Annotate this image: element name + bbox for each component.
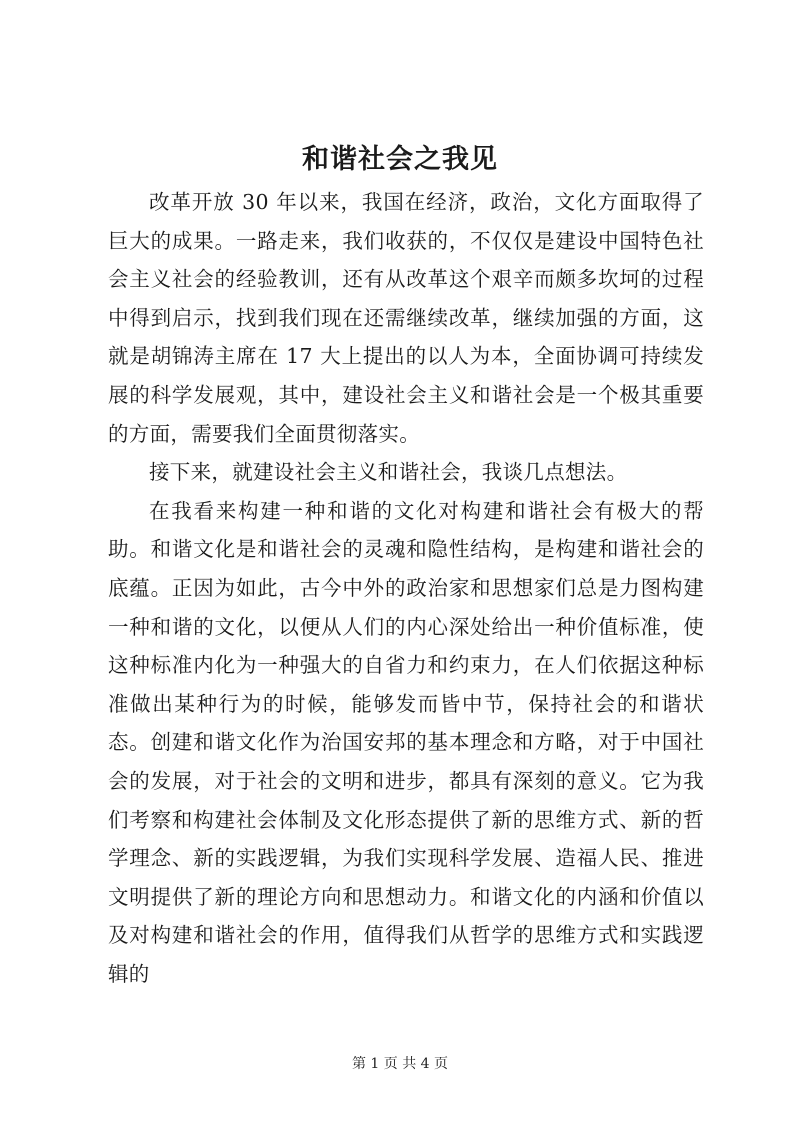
- page-footer: 第 1 页 共 4 页: [351, 1056, 449, 1072]
- document-body: [108, 183, 704, 993]
- paragraph-1: 改革开放 30 年以来，我国在经济，政治，文化方面取得了巨大的成果。一路走来，我们收获的，不仅仅是建设中国特色社会主义社会的经验教训，还有从改革这个艰辛而颇多坎坷的过程中得到启示，找到我们现在还需继续改革，继续加强的方面，这就是胡锦涛主席在 17 大上提出的以人为本，全面协调可持续发展的科学发展观，其中，建设社会主义和谐社会是一个极其重要的方面，需要我们全面贯彻落实。: [108, 190, 704, 446]
- paragraph-3: 在我看来构建一种和谐的文化对构建和谐社会有极大的帮助。和谐文化是和谐社会的灵魂和隐性结构，是构建和谐社会的底蕴。正因为如此，古今中外的政治家和思想家们总是力图构建一种和谐的文化，以便从人们的内心深处给出一种价值标准，使这种标准内化为一种强大的自省力和约束力，在人们依据这种标准做出某种行为的时候，能够发而皆中节，保持社会的和谐状态。创建和谐文化作为治国安邦的基本理念和方略，对于中国社会的发展，对于社会的文明和进步，都具有深刻的意义。它为我们考察和构建社会体制及文化形态提供了新的思维方式、新的哲学理念、新的实践逻辑，为我们实现科学发展、造福人民、推进文明提供了新的理论方向和思想动力。和谐文化的内涵和价值以及对构建和谐社会的作用，值得我们从哲学的思维方式和实践逻辑的: [108, 498, 704, 986]
- document-title: 和谐社会之我见: [302, 144, 498, 175]
- paragraph-2: 接下来，就建设社会主义和谐社会，我谈几点想法。: [149, 460, 628, 485]
